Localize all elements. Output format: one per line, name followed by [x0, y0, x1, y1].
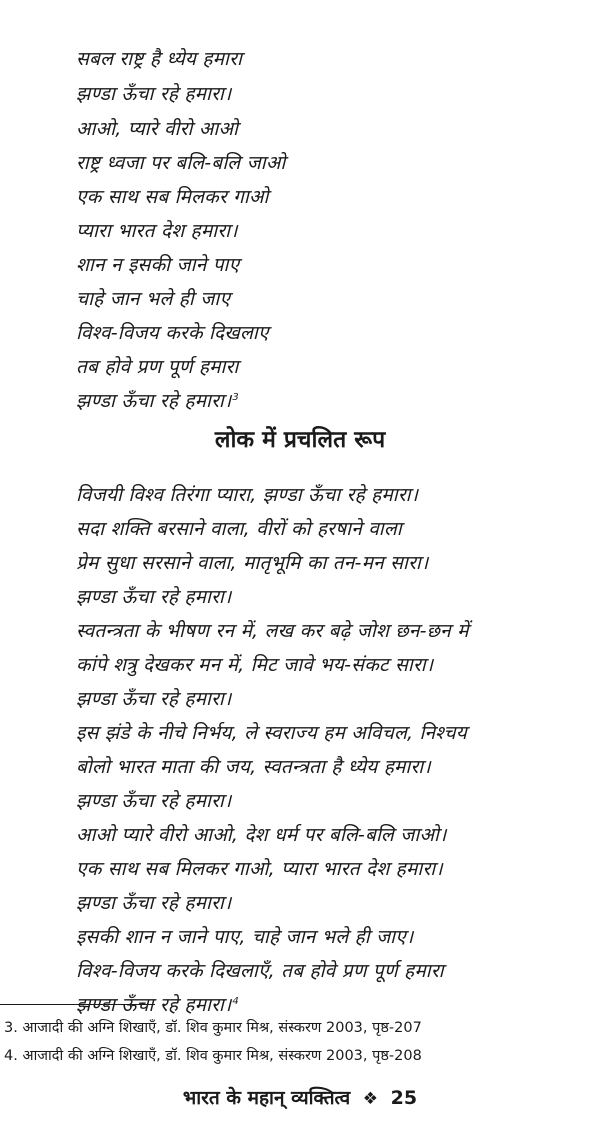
verse-line: स्वतन्त्रता के भीषण रन में, लख कर बढ़े जोश छन-छन में: [76, 620, 469, 642]
verse-line: विश्व-विजय करके दिखलाएँ, तब होवे प्रण पूर्ण हमारा: [76, 960, 444, 982]
verse-line: विजयी विश्व तिरंगा प्यारा, झण्डा ऊँचा रहे हमारा।: [76, 484, 419, 506]
poem-line: झण्डा ऊँचा रहे हमारा।: [76, 83, 232, 105]
verse-line: इस झंडे के नीचे निर्भय, ले स्वराज्य हम अविचल, निश्चय: [76, 722, 467, 744]
verse-line: आओ प्यारे वीरो आओ, देश धर्म पर बलि-बलि जाओ।: [76, 824, 447, 846]
poem-line: तब होवे प्रण पूर्ण हमारा: [76, 356, 239, 378]
footnote: 4. आजादी की अग्नि शिखाएँ, डॉ. शिव कुमार मिश्र, संस्करण 2003, पृष्ठ-208: [4, 1048, 422, 1064]
verse-line: कांपे शत्रु देखकर मन में, मिट जावे भय-संकट सारा।: [76, 654, 434, 676]
verse-line: [76, 993, 239, 1017]
poem-line: राष्ट्र ध्वजा पर बलि-बलि जाओ: [76, 152, 286, 174]
poem-line: आओ, प्यारे वीरो आओ: [76, 118, 239, 140]
verse-line: एक साथ सब मिलकर गाओ, प्यारा भारत देश हमारा।: [76, 858, 443, 880]
verse-line: प्रेम सुधा सरसाने वाला, मातृभूमि का तन-मन सारा।: [76, 552, 429, 574]
poem-line: [76, 389, 239, 413]
verse-line: झण्डा ऊँचा रहे हमारा।: [76, 790, 232, 812]
verse-line: बोलो भारत माता की जय, स्वतन्त्रता है ध्येय हमारा।: [76, 756, 431, 778]
footnote: 3. आजादी की अग्नि शिखाएँ, डॉ. शिव कुमार मिश्र, संस्करण 2003, पृष्ठ-207: [4, 1020, 422, 1036]
poem-line: चाहे जान भले ही जाए: [76, 288, 231, 310]
footnote-divider: [0, 1004, 155, 1005]
page-number: 25: [390, 1087, 418, 1109]
poem-line: विश्व-विजय करके दिखलाए: [76, 322, 269, 344]
poem-line: एक साथ सब मिलकर गाओ: [76, 186, 269, 208]
verse-line: झण्डा ऊँचा रहे हमारा।: [76, 688, 232, 710]
ornament-icon: ❖: [362, 1089, 379, 1109]
poem-line: सबल राष्ट्र है ध्येय हमारा: [76, 48, 243, 70]
running-title: भारत के महान् व्यक्तित्व: [182, 1087, 351, 1109]
poem-line-text: झण्डा ऊँचा रहे हमारा।: [76, 390, 232, 412]
footnote-reference: 3: [232, 391, 239, 403]
verse-line: इसकी शान न जाने पाए, चाहे जान भले ही जाए।: [76, 926, 414, 948]
verse-line: सदा शक्ति बरसाने वाला, वीरों को हरषाने वाला: [76, 518, 402, 540]
page-footer: [0, 1085, 600, 1112]
section-heading: लोक में प्रचलित रूप: [214, 427, 386, 453]
footnote-reference: 4: [232, 995, 239, 1007]
verse-line-text: झण्डा ऊँचा रहे हमारा।: [76, 994, 232, 1016]
verse-line: झण्डा ऊँचा रहे हमारा।: [76, 586, 232, 608]
verse-line: झण्डा ऊँचा रहे हमारा।: [76, 892, 232, 914]
poem-line: प्यारा भारत देश हमारा।: [76, 220, 238, 242]
poem-line: शान न इसकी जाने पाए: [76, 254, 240, 276]
